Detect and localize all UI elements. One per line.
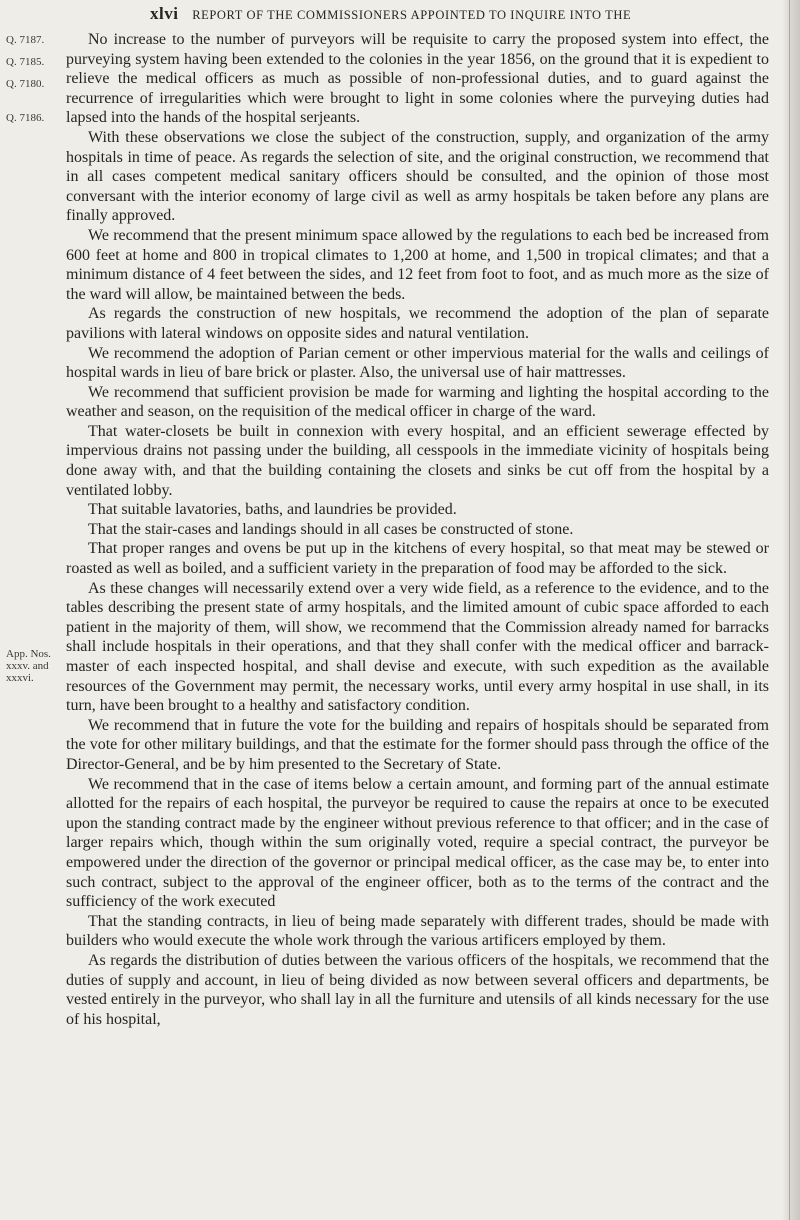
margin-note-q7185: Q. 7185. (6, 56, 45, 68)
paragraph: We recommend that in future the vote for the building and repairs of hospitals should be separated from the vote for other military buildings, and that the estimate for the former should pass through the office of the Director-General, and be by him presented to the Secretary of State. (66, 716, 769, 773)
paragraph: As regards the construction of new hospitals, we recommend the adoption of the plan of separate pavilions with lateral windows on opposite sides and natural ventilation. (66, 305, 769, 342)
margin-note-appendix (6, 648, 51, 684)
margin-note-appendix-line: App. Nos. (6, 648, 51, 660)
running-title: REPORT OF THE COMMISSIONERS APPOINTED TO INQUIRE INTO THE (192, 8, 632, 22)
margin-note-q7180: Q. 7180. (6, 78, 45, 90)
paragraph: We recommend that in the case of items below a certain amount, and forming part of the annual estimate allotted for the repairs of each hospital, the purveyor be required to cause the repairs at once to be executed upon the standing contract made by the engineer without previous reference to that officer; and in the case of larger repairs which, though within the sum originally voted, require a special contract, the purveyor be empowered under the direction of the governor or principal medical officer, as the case may be, to enter into such contract, subject to the approval of the engineer officer, both as to the terms of the contract and the sufficiency of the work executed (66, 775, 769, 911)
paragraph: That proper ranges and ovens be put up in the kitchens of every hospital, so that meat may be stewed or roasted as well as boiled, and a sufficient variety in the preparation of food may be afforded to the sick. (66, 540, 769, 578)
paragraph: That suitable lavatories, baths, and laundries be provided. (88, 501, 457, 519)
paragraph: As regards the distribution of duties between the various officers of the hospitals, we recommend that the duties of supply and account, in lieu of being divided as now between several officers and departments, be vested entirely in the purveyor, who shall lay in all the furniture and utensils of all kinds necessary for the use of his hospital, (66, 951, 769, 1028)
running-header (150, 4, 790, 24)
paragraph: As these changes will necessarily extend over a very wide field, as a reference to the evidence, and to the tables describing the present state of army hospitals, and the limited amount of cubic space afforded to each patient in the majority of them, will show, we recommend that the Commission already named for barracks shall include hospitals in their operations, and that they shall confer with the medical officer and barrack-master of each inspected hospital, and shall devise and execute, with such expedition as the available resources of the Government may permit, the necessary works, until every army hospital in use shall, in its turn, have been brought to a healthy and satisfactory condition. (66, 579, 769, 715)
margin-note-appendix-line: xxxvi. (6, 672, 34, 684)
paragraph: With these observations we close the subject of the construction, supply, and organization of the army hospitals in time of peace. As regards the selection of site, and the original construction, we recommend that in all cases competent medical sanitary officers should be consulted, and the opinion of those most conversant with the interior economy of large civil as well as army hospitals be taken before any plans are finally approved. (66, 128, 769, 225)
paragraph: We recommend that sufficient provision be made for warming and lighting the hospital according to the weather and season, on the requisition of the medical officer in charge of the ward. (66, 383, 769, 421)
body-text (66, 30, 769, 1029)
margin-note-appendix-line: xxxv. and (6, 660, 49, 672)
page-edge-shadow (782, 0, 800, 1220)
paragraph: No increase to the number of purveyors will be requisite to carry the proposed system into effect, the purveying system having been extended to the colonies in the year 1856, on the ground that it is expedient to relieve the medical officers as much as possible of non-professional duties, and to guard against the recurrence of irregularities which were brought to light in some colonies where the purveying duties had lapsed into the hands of the hospital serjeants. (66, 31, 769, 127)
margin-note-q7187: Q. 7187. (6, 34, 45, 46)
margin-note-q7186: Q. 7186. (6, 112, 45, 124)
paragraph: That water-closets be built in connexion with every hospital, and an efficient sewerage effected by impervious drains not passing under the building, all cesspools in the immediate vicinity of hospitals being done away with, and that the building containing the closets and sinks be cut off from the hospital by a ventilated lobby. (66, 422, 769, 499)
paragraph: That the standing contracts, in lieu of being made separately with different trades, should be made with builders who would execute the whole work through the various artificers employed by them. (66, 912, 769, 950)
page-number: xlvi (150, 4, 179, 23)
paragraph: That the stair-cases and landings should in all cases be constructed of stone. (88, 520, 574, 538)
paragraph: We recommend the adoption of Parian cement or other impervious material for the walls and ceilings of hospital wards in lieu of bare brick or plaster. Also, the universal use of hair mattresses. (66, 344, 769, 382)
page-edge-line (789, 0, 790, 1220)
paragraph: We recommend that the present minimum space allowed by the regulations to each bed be increased from 600 feet at home and 800 in tropical climates to 1,200 at home, and 1,500 in tropical climates; and that a minimum distance of 4 feet between the sides, and 12 feet from foot to foot, and as much more as the size of the ward will allow, be maintained between the beds. (66, 226, 769, 303)
